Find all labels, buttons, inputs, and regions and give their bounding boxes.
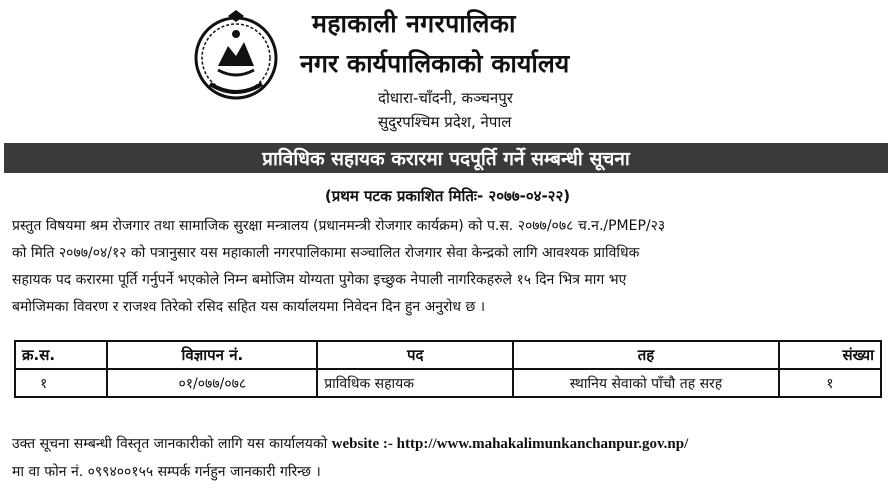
address-line-2: सुदुरपश्चिम प्रदेश, नेपाल [378, 113, 512, 131]
cell-count: १ [779, 369, 881, 397]
cell-serial: १ [15, 369, 107, 397]
notice-heading-banner [4, 143, 888, 173]
notice-body-line: बमोजिमका विवरण र राजश्व तिरेको रसिद सहित यस कार्यालयमा निवेदन दिन हुन अनुरोध छ । [12, 299, 486, 315]
header-count: संख्या [779, 341, 881, 369]
website-link[interactable]: website :- http://www.mahakalimunkanchanpur.gov.np/ [331, 436, 689, 452]
vacancy-table [14, 340, 882, 398]
cell-advertisement-no: ०१/०७७/०७८ [107, 369, 317, 397]
footer-line-2: मा वा फोन नं. ०९९४००१५५ सम्पर्क गर्नहुन जानकारी गरिन्छ । [12, 464, 321, 480]
letterhead [0, 0, 895, 140]
municipality-title: महाकाली नगरपालिका [312, 9, 516, 38]
notice-body-line: को मिति २०७७/०४/१२ को पत्रानुसार यस महाकाली नगरपालिकामा सञ्चालित रोजगार सेवा केन्द्रको लागि आवश्यक प्राविधिक [12, 245, 640, 261]
office-title: नगर कार्यपालिकाको कार्यालय [300, 49, 570, 78]
cell-level: स्थानिय सेवाको पाँचौ तह सरह [513, 369, 779, 397]
address-line-1: दोधारा-चाँदनी, कञ्चनपुर [378, 89, 513, 107]
cell-post: प्राविधिक सहायक [317, 369, 513, 397]
notice-footer [12, 430, 884, 486]
footer-line-1-text: उक्त सूचना सम्बन्धी विस्तृत जानकारीको लागि यस कार्यालयको [12, 436, 328, 452]
header-serial: क्र.स. [15, 341, 107, 369]
footer-line-1 [12, 430, 884, 458]
table-header-row [15, 341, 881, 369]
table-row [15, 369, 881, 397]
notice-body-line: सहायक पद करारमा पूर्ति गर्नुपर्ने भएकोले निम्न बमोजिम योग्यता पुगेका इच्छुक नेपाली नागरिकहरुले १५ दिन भित्र माग भए [12, 272, 627, 288]
published-date: (प्रथम पटक प्रकाशित मितिः- २०७७-०४-२२) [324, 187, 571, 205]
header-post: पद [317, 341, 513, 369]
nepal-government-emblem-icon [188, 8, 284, 104]
notice-body-line: प्रस्तुत विषयमा श्रम रोजगार तथा सामाजिक सुरक्षा मन्त्रालय (प्रधानमन्त्री रोजगार कार्यक्रम) को प.स. २०७७/०७८ च.न./PMEP/२३ [12, 218, 666, 234]
notice-body [12, 213, 882, 321]
header-level: तह [513, 341, 779, 369]
notice-heading: प्राविधिक सहायक करारमा पदपूर्ति गर्ने सम्बन्धी सूचना [262, 148, 630, 170]
header-advertisement-no: विज्ञापन नं. [107, 341, 317, 369]
